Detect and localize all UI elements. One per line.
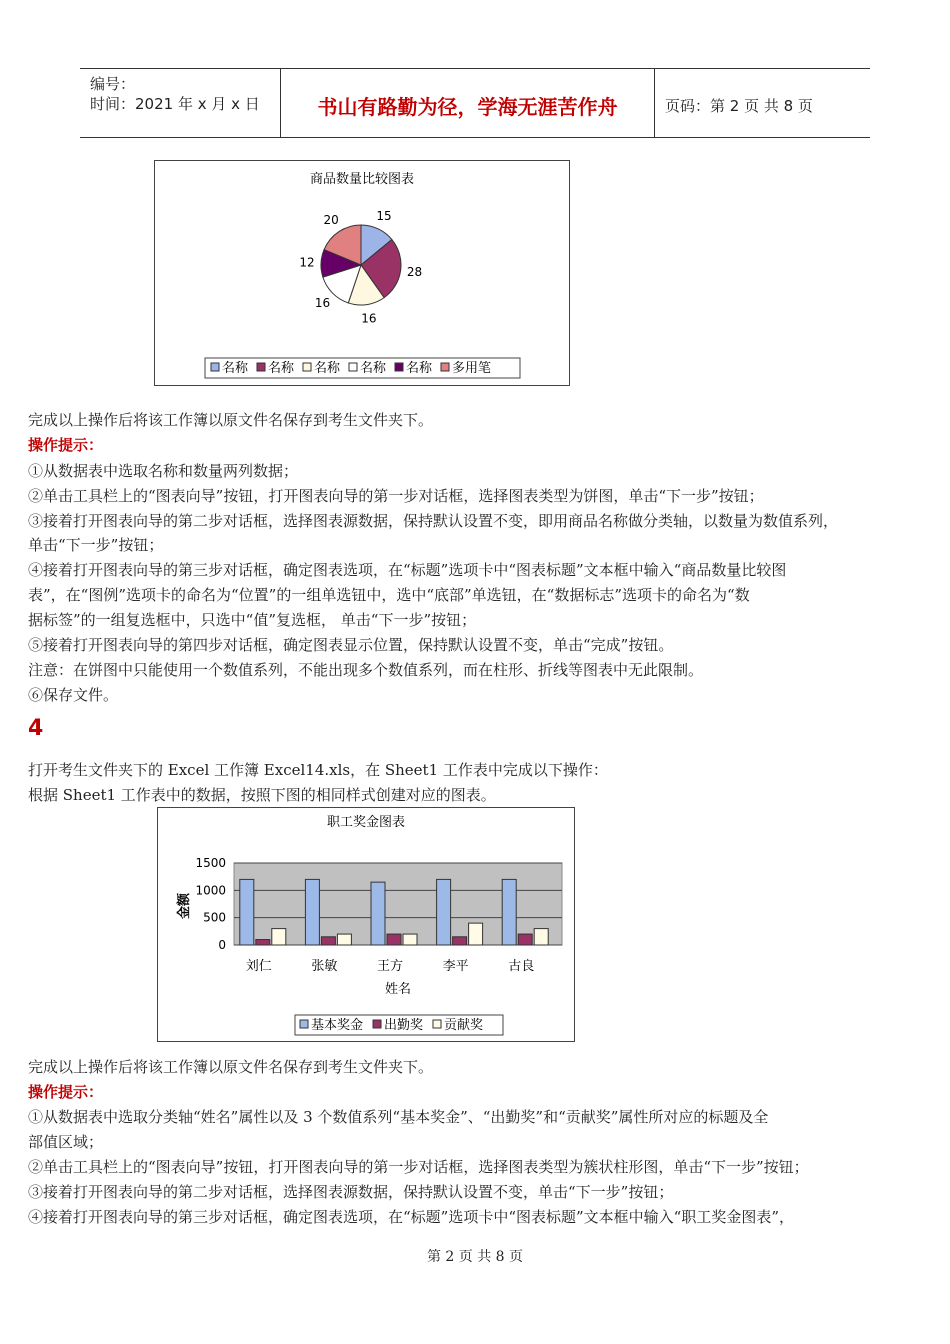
bar-mark bbox=[240, 879, 254, 945]
motto: 书山有路勤为径，学海无涯苦作舟 bbox=[317, 95, 618, 119]
bar-mark bbox=[518, 934, 532, 945]
bar-legend-swatch bbox=[373, 1020, 381, 1028]
bar-chart-svg bbox=[158, 808, 574, 1041]
s3-hint-title: 操作提示： bbox=[28, 436, 104, 454]
s4-save-line: 完成以上操作后将该工作簿以原文件名保存到考生文件夹下。 bbox=[28, 1058, 434, 1076]
header-right-cell bbox=[655, 69, 870, 137]
s4-step4: ④接着打开图表向导的第三步对话框，确定图表选项，在“标题”选项卡中“图表标题”文本框中输入“职工奖金图表”， bbox=[28, 1208, 795, 1226]
s3-step5: ⑤接着打开图表向导的第四步对话框，确定图表显示位置，保持默认设置不变，单击“完成”按钮。 bbox=[28, 636, 674, 654]
bar-y-tick-label: 500 bbox=[203, 910, 226, 925]
bar-mark bbox=[305, 879, 319, 945]
number-label: 编号： bbox=[90, 75, 136, 93]
bar-x-tick-label: 李平 bbox=[442, 959, 469, 974]
pie-legend-label: 名称 bbox=[406, 361, 433, 376]
bar-y-axis-label: 金额 bbox=[177, 892, 192, 920]
bar-mark bbox=[321, 937, 335, 945]
page-footer: 第 2 页 共 8 页 bbox=[426, 1249, 524, 1265]
pie-legend-label: 多用笔 bbox=[452, 361, 492, 376]
pie-legend-label: 名称 bbox=[222, 361, 249, 376]
bar-legend-label: 基本奖金 bbox=[311, 1018, 364, 1033]
pie-legend-label: 名称 bbox=[268, 361, 295, 376]
section-4-number: 4 bbox=[28, 716, 44, 741]
s3-step4c: 据标签”的一组复选框中，只选中“值”复选框， 单击“下一步”按钮； bbox=[28, 611, 477, 629]
s3-step3a: ③接着打开图表向导的第二步对话框，选择图表源数据，保持默认设置不变，即用商品名称做分类轴，以数量为数值系列， bbox=[28, 512, 839, 530]
pie-legend-swatch bbox=[441, 363, 449, 371]
s4-intro1: 打开考生文件夹下的 Excel 工作簿 Excel14.xls，在 Sheet1 工作表中完成以下操作： bbox=[28, 761, 608, 779]
pie-legend-swatch bbox=[257, 363, 265, 371]
bar-x-tick-label: 古良 bbox=[508, 959, 535, 974]
s4-step1a: ①从数据表中选取分类轴“姓名”属性以及 3 个数值系列“基本奖金”、“出勤奖”和“贡献奖”属性所对应的标题及全 bbox=[28, 1108, 769, 1126]
bar-mark bbox=[403, 934, 417, 945]
s4-intro2: 根据 Sheet1 工作表中的数据，按照下图的相同样式创建对应的图表。 bbox=[28, 786, 496, 804]
s3-step2: ②单击工具栏上的“图表向导”按钮，打开图表向导的第一步对话框，选择图表类型为饼图，单击“下一步”按钮； bbox=[28, 487, 764, 505]
bar-legend-label: 出勤奖 bbox=[384, 1018, 424, 1033]
s4-step3: ③接着打开图表向导的第二步对话框，选择图表源数据，保持默认设置不变，单击“下一步”按钮； bbox=[28, 1183, 674, 1201]
pie-data-label: 12 bbox=[299, 255, 315, 270]
bar-x-tick-label: 刘仁 bbox=[245, 959, 272, 974]
bar-legend-label: 贡献奖 bbox=[444, 1018, 484, 1033]
pie-data-label: 16 bbox=[361, 311, 377, 326]
bar-mark bbox=[256, 940, 270, 945]
s4-step2: ②单击工具栏上的“图表向导”按钮，打开图表向导的第一步对话框，选择图表类型为簇状柱形图，单击“下一步”按钮； bbox=[28, 1158, 809, 1176]
pie-data-label: 16 bbox=[314, 295, 331, 310]
s3-step3b: 单击“下一步”按钮； bbox=[28, 536, 164, 554]
bar-mark bbox=[534, 929, 548, 945]
pie-legend-swatch bbox=[349, 363, 357, 371]
bar-legend-swatch bbox=[433, 1020, 441, 1028]
bar-legend-swatch bbox=[300, 1020, 308, 1028]
bar-x-tick-label: 张敏 bbox=[311, 959, 338, 974]
pie-legend-swatch bbox=[395, 363, 403, 371]
pie-legend-swatch bbox=[211, 363, 219, 371]
bar-mark bbox=[371, 882, 385, 945]
header-left-cell bbox=[80, 69, 281, 137]
pie-legend-label: 名称 bbox=[360, 361, 387, 376]
bar-mark bbox=[437, 879, 451, 945]
s3-save-line: 完成以上操作后将该工作簿以原文件名保存到考生文件夹下。 bbox=[28, 411, 434, 429]
bar-y-tick-label: 0 bbox=[218, 938, 226, 952]
bar-y-tick-label: 1000 bbox=[195, 883, 226, 898]
pie-chart bbox=[154, 160, 570, 386]
bar-x-axis-label: 姓名 bbox=[384, 982, 412, 997]
pie-chart-svg bbox=[155, 161, 569, 385]
pie-data-label: 20 bbox=[323, 213, 339, 228]
header-motto-cell bbox=[281, 69, 655, 137]
bar-mark bbox=[387, 934, 401, 945]
s3-note: 注意：在饼图中只能使用一个数值系列，不能出现多个数值系列，而在柱形、折线等图表中无此限制。 bbox=[28, 661, 704, 679]
bar-mark bbox=[272, 929, 286, 945]
page-label: 页码：第 2 页 共 8 页 bbox=[665, 97, 813, 115]
pie-data-label: 15 bbox=[376, 209, 392, 224]
s4-step1b: 部值区域； bbox=[28, 1133, 104, 1151]
bar-chart-title: 职工奖金图表 bbox=[326, 815, 406, 830]
bar-mark bbox=[469, 923, 483, 945]
pie-data-label: 28 bbox=[406, 265, 423, 280]
bar-mark bbox=[337, 934, 351, 945]
pie-chart-title: 商品数量比较图表 bbox=[309, 172, 415, 187]
bar-x-tick-label: 王方 bbox=[376, 959, 404, 974]
s3-step4a: ④接着打开图表向导的第三步对话框，确定图表选项，在“标题”选项卡中“图表标题”文本框中输入“商品数量比较图 bbox=[28, 561, 787, 579]
pie-legend-swatch bbox=[303, 363, 311, 371]
s3-step4b: 表”，在“图例”选项卡的命名为“位置”的一组单选钮中，选中“底部”单选钮，在“数据标志”选项卡的命名为“数 bbox=[28, 586, 750, 604]
date-label: 时间：2021 年 x 月 x 日 bbox=[90, 95, 260, 113]
bar-mark bbox=[453, 937, 467, 945]
page-header bbox=[80, 68, 870, 138]
bar-mark bbox=[502, 879, 516, 945]
s3-step1: ①从数据表中选取名称和数量两列数据； bbox=[28, 462, 299, 480]
s4-hint-title: 操作提示： bbox=[28, 1083, 104, 1101]
bar-y-tick-label: 1500 bbox=[195, 856, 226, 870]
bar-chart bbox=[157, 807, 575, 1042]
s3-step6: ⑥保存文件。 bbox=[28, 686, 119, 704]
pie-legend-label: 名称 bbox=[314, 361, 341, 376]
